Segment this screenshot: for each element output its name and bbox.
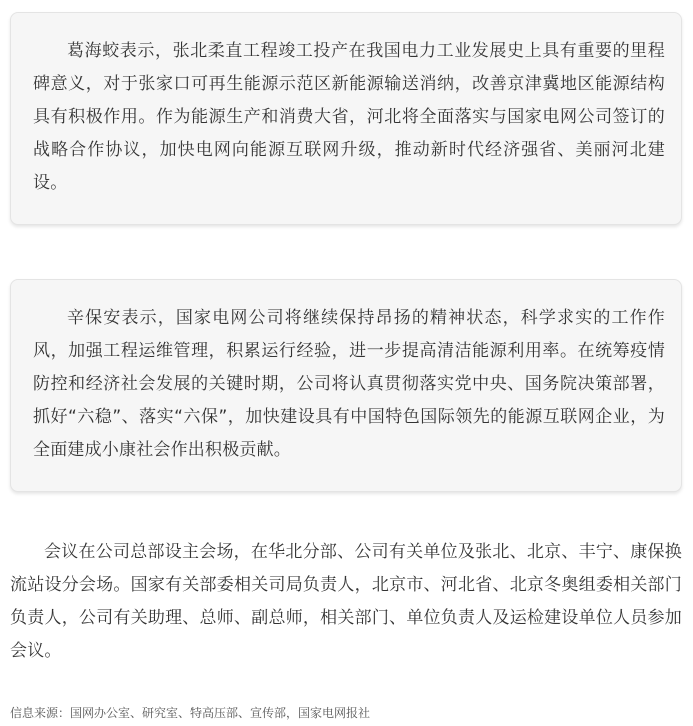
quote-text-1: 葛海蛟表示，张北柔直工程竣工投产在我国电力工业发展史上具有重要的里程碑意义，对于张家口可再生能源示范区新能源输送消纳，改善京津冀地区能源结构具有积极作用。作为能源生产和消费大省，河北将全面落实与国家电网公司签订的战略合作协议，加快电网向能源互联网升级，推动新时代经济强省、美丽河北建设。 [33, 41, 665, 193]
source-line: 信息来源：国网办公室、研究室、特高压部、宣传部，国家电网报社 [10, 706, 371, 720]
quote-box-1 [10, 12, 682, 225]
quote-box-2 [10, 279, 682, 492]
quote-text-2: 辛保安表示，国家电网公司将继续保持昂扬的精神状态，科学求实的工作作风，加强工程运维管理，积累运行经验，进一步提高清洁能源利用率。在统筹疫情防控和经济社会发展的关键时期，公司将认真贯彻落实党中央、国务院决策部署，抓好“六稳”、落实“六保”，加快建设具有中国特色国际领先的能源互联网企业，为全面建成小康社会作出积极贡献。 [33, 308, 665, 460]
body-paragraph: 会议在公司总部设主会场，在华北分部、公司有关单位及张北、北京、丰宁、康保换流站设分会场。国家有关部委相关司局负责人，北京市、河北省、北京冬奥组委相关部门负责人，公司有关助理、总师、副总师，相关部门、单位负责人及运检建设单位人员参加会议。 [10, 542, 682, 661]
